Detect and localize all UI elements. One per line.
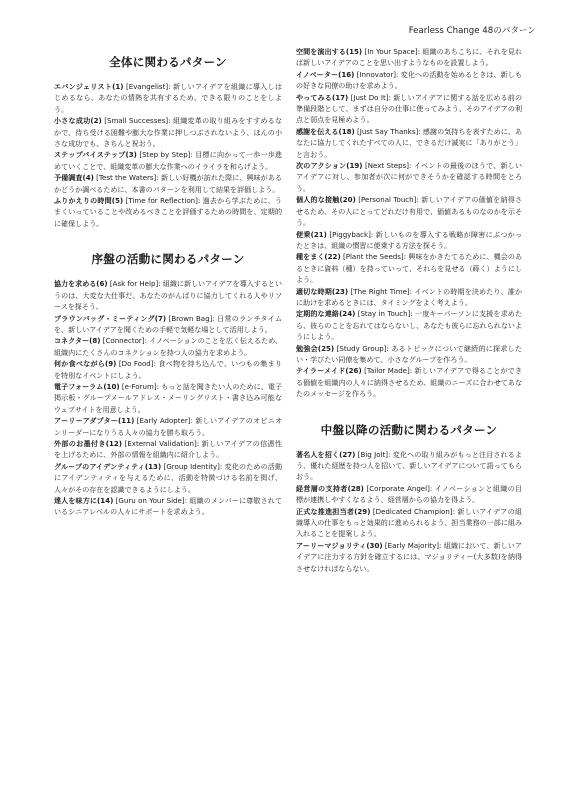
pattern-description: [Evangelist]: 新しいアイデアを組織に導入しはじめるなら、あなたの情熱を共有するため、できる限りのことをしよう。 — [54, 82, 282, 114]
pattern-name: 感謝を伝える(18) — [296, 126, 355, 136]
pattern-name: 種をまく(22) — [296, 252, 341, 262]
pattern-name: 達人を味方に(14) — [54, 496, 114, 505]
pattern-entry — [296, 126, 522, 160]
pattern-description: [Study Group]: あるトピックについて継続的に探求したい・学びたい同僚を集めて、小さなグループを作ろう。 — [296, 343, 522, 364]
pattern-description: [Test the Waters]: 新しい好機が訪れた際に、興味があるかどうか調べるために、本書のパターンを利用して結果を評価しよう。 — [54, 173, 282, 194]
pattern-entry — [296, 449, 522, 483]
pattern-description: [Dedicated Champion]: 新しいアイデアの組織導入の仕事をもっと効果的に進められるよう、担当業務の一部に組み入れることを提案しよう。 — [296, 506, 522, 539]
pattern-name: 小さな成功(2) — [54, 116, 102, 126]
pattern-name: 何か食べながら(9) — [54, 359, 117, 369]
pattern-name: 電子フォーラム(10) — [54, 381, 120, 391]
pattern-entry — [296, 506, 522, 540]
pattern-entry — [54, 495, 282, 518]
pattern-entry — [54, 81, 282, 115]
pattern-entry — [296, 194, 522, 228]
pattern-description: [Small Successes]: 組織変革の取り組みをすすめるなかで、待ち受ける困難や膨大な作業に押しつぶされないよう、ほんの小さな成功でも、きちんと祝おう。 — [54, 116, 282, 149]
pattern-name: 勉強会(25) — [296, 343, 335, 353]
pattern-description: [Early Adopter]: 新しいアイデアのオピニオンリーダーになりうる人々の協力を勝ち取ろう。 — [54, 416, 282, 437]
pattern-description: [Big Jolt]: 変化への取り組みがもっと注目されるよう、優れた経歴を持つ人を招いて、新しいアイデアについて語ってもらおう。 — [296, 449, 522, 482]
pattern-name: 空間を演出する(15) — [296, 47, 363, 56]
pattern-name: 外部のお墨付き(12) — [54, 438, 122, 448]
left-column — [54, 46, 282, 518]
pattern-entry — [54, 115, 282, 149]
pattern-description: [In Your Space]: 組織のあちこちに、それを見れば新しいアイデアのことを思い出すようなものを設置しよう。 — [296, 47, 522, 68]
pattern-description: [Brown Bag]: 日常のランチタイムを、新しいアイデアを聞くための手軽で気軽な場として活用しよう。 — [54, 313, 282, 334]
pattern-entry — [296, 92, 522, 126]
pattern-entry — [296, 251, 522, 285]
pattern-entry — [54, 313, 282, 336]
pattern-entry — [54, 172, 282, 195]
pattern-name: 定期的な連絡(24) — [296, 309, 356, 319]
pattern-entry — [54, 335, 282, 358]
section-mid-late — [296, 449, 522, 574]
pattern-name: グループのアイデンティティ(13) — [54, 461, 162, 471]
pattern-entry — [54, 278, 282, 312]
pattern-entry — [296, 540, 522, 574]
pattern-entry — [296, 286, 522, 309]
pattern-description: [External Validation]: 新しいアイデアの信憑性を上げるために、外部の情報を組織内に紹介しよう。 — [54, 438, 282, 460]
pattern-name: エバンジェリスト(1) — [54, 82, 124, 91]
pattern-name: ふりかえりの時間(5) — [54, 196, 124, 206]
pattern-entry — [296, 160, 522, 194]
pattern-name: 次のアクション(19) — [296, 161, 363, 171]
pattern-description: [Time for Reflection]: 過去から学ぶために、うまくいっていることや改めるべきことを評価するための時間を、定期的に確保しよう。 — [54, 196, 282, 228]
pattern-entry — [54, 415, 282, 438]
pattern-description: [Step by Step]: 目標に向かって一歩一歩進めていくことで、組織変革の膨大な作業へのイライラを和らげよう。 — [54, 150, 282, 171]
pattern-name: 正式な推進担当者(29) — [296, 506, 371, 516]
pattern-name: テイラーメイド(26) — [296, 366, 362, 376]
pattern-entry — [54, 381, 282, 415]
pattern-description: [Piggyback]: 新しいものを導入する戦略が障害にぶつかったときは、組織の慣習に便乗する方法を探そう。 — [296, 229, 522, 250]
pattern-description: [Connector]: イノベーションのことを広く伝えるため、組織内にたくさんのコネクションを持つ人の協力を求めよう。 — [54, 336, 282, 357]
pattern-name: イノベーター(16) — [296, 69, 355, 79]
pattern-name: 著名人を招く(27) — [296, 449, 356, 459]
pattern-entry — [296, 365, 522, 399]
pattern-name: ステップバイステップ(3) — [54, 150, 137, 160]
pattern-description: [Tailor Made]: 新しいアイデアで得ることができる価値を組織内の人々に納得させるため、組織のニーズに合わせてあなたのメッセージを作ろう。 — [296, 366, 522, 399]
pattern-name: 予備調査(4) — [54, 173, 94, 183]
pattern-name: 便乗(21) — [296, 229, 327, 239]
section-overall — [54, 81, 282, 229]
right-column — [296, 46, 522, 574]
pattern-name: 適切な時期(23) — [296, 286, 349, 296]
pattern-entry — [296, 69, 522, 92]
pattern-description: [Plant the Seeds]: 興味をかきたてるために、機会のあるときに資料（種）を持っていって、それらを見せる（蒔く）ようにしよう。 — [296, 252, 522, 285]
section-title-mid-late: 中盤以降の活動に関わるパターン — [320, 422, 498, 437]
pattern-description: [e-Forum]: もっと話を聞きたい人のために、電子掲示板・グループメールアドレス・メーリングリスト・書き込み可能なウェブサイトを用意しよう。 — [54, 381, 283, 414]
pattern-description: [Just Say Thanks]: 感謝の気持ちを表すために、あなたに協力してくれたすべての人に、できるだけ誠実に「ありがとう」と言おう。 — [296, 126, 522, 159]
section-title-early: 序盤の活動に関わるパターン — [91, 252, 245, 267]
pattern-description: [Innovator]: 変化への活動を始めるときは、新しもの好きな同僚の助けを求めよう。 — [296, 69, 522, 91]
pattern-description: [Just Do It]: 新しいアイデアに関する話を広める前の準備段階として、まずは自分の仕事に使ってみよう、そのアイデアの利点と弱点を見極めよう。 — [296, 92, 522, 125]
pattern-name: アーリーアダプター(11) — [54, 416, 135, 426]
pattern-description: [The Right Time]: イベントの時期を決めたり、誰かに助けを求めるときには、タイミングをよく考えよう。 — [296, 286, 522, 307]
section-title-overall: 全体に関わるパターン — [109, 55, 227, 69]
pattern-description: [Personal Touch]: 新しいアイデアの価値を納得させるため、その人にとってどれだけ有用で、価値あるものなのかを示そう。 — [296, 195, 523, 228]
section-early — [54, 278, 282, 518]
page-header: Fearless Change 48のパターン — [408, 26, 536, 36]
pattern-description: [Do Food]: 食べ物を持ち込んで、いつもの集まりを特別なイベントにしよう。 — [54, 359, 282, 380]
pattern-entry — [296, 229, 522, 252]
pattern-name: ブラウンバッグ・ミーティング(7) — [54, 313, 167, 323]
pattern-entry — [296, 46, 522, 69]
pattern-entry — [54, 195, 282, 229]
pattern-name: アーリーマジョリティ(30) — [296, 540, 383, 550]
pattern-description: [Group Identity]: 変化のための活動にアイデンティティを与えるために、活動を特徴づける名前を掲げ、人々がその存在を認識できるようにしよう。 — [54, 461, 282, 494]
pattern-entry — [54, 438, 282, 461]
section-early-continued — [296, 46, 522, 400]
pattern-description: [Stay in Touch]: 一度キーパーソンに支援を求めたら、彼らのことを忘れてはならないし、あなたも彼らに忘れられないようにしよう。 — [296, 309, 522, 342]
pattern-description: [Ask for Help]: 組織に新しいアイデアを導入するというのは、大変な大仕事だ。あなたのがんばりに協力してくれる人やリソースを探そう。 — [54, 279, 282, 312]
pattern-description: [Early Majority]: 組織において、新しいアイデアに注力する方針を確立するには、マジョリティー(大多数)を納得させなければならない。 — [296, 540, 522, 573]
pattern-entry — [54, 461, 282, 495]
pattern-entry — [54, 149, 282, 172]
pattern-description: [Guru on Your Side]: 組織のメンバーに尊敬されているシニアレベルの人々にサポートを求めよう。 — [54, 496, 282, 517]
pattern-name: 協力を求める(6) — [54, 279, 108, 289]
pattern-name: コネクター(8) — [54, 336, 101, 346]
pattern-name: やってみる(17) — [296, 92, 349, 102]
pattern-entry — [296, 343, 522, 366]
pattern-entry — [54, 358, 282, 381]
pattern-entry — [296, 308, 522, 342]
pattern-entry — [296, 483, 522, 506]
pattern-description: [Next Steps]: イベントの最後のほうで、新しいアイデアに対し、参加者が次に何ができそうかを確認する時間をとろう。 — [296, 161, 522, 193]
pattern-name: 経営層の支持者(28) — [296, 483, 364, 493]
pattern-description: [Corporate Angel]: イノベーションと組織の目標が連携しやすくなるよう、経営層からの協力を得よう。 — [296, 483, 523, 505]
pattern-name: 個人的な接触(20) — [296, 195, 356, 205]
